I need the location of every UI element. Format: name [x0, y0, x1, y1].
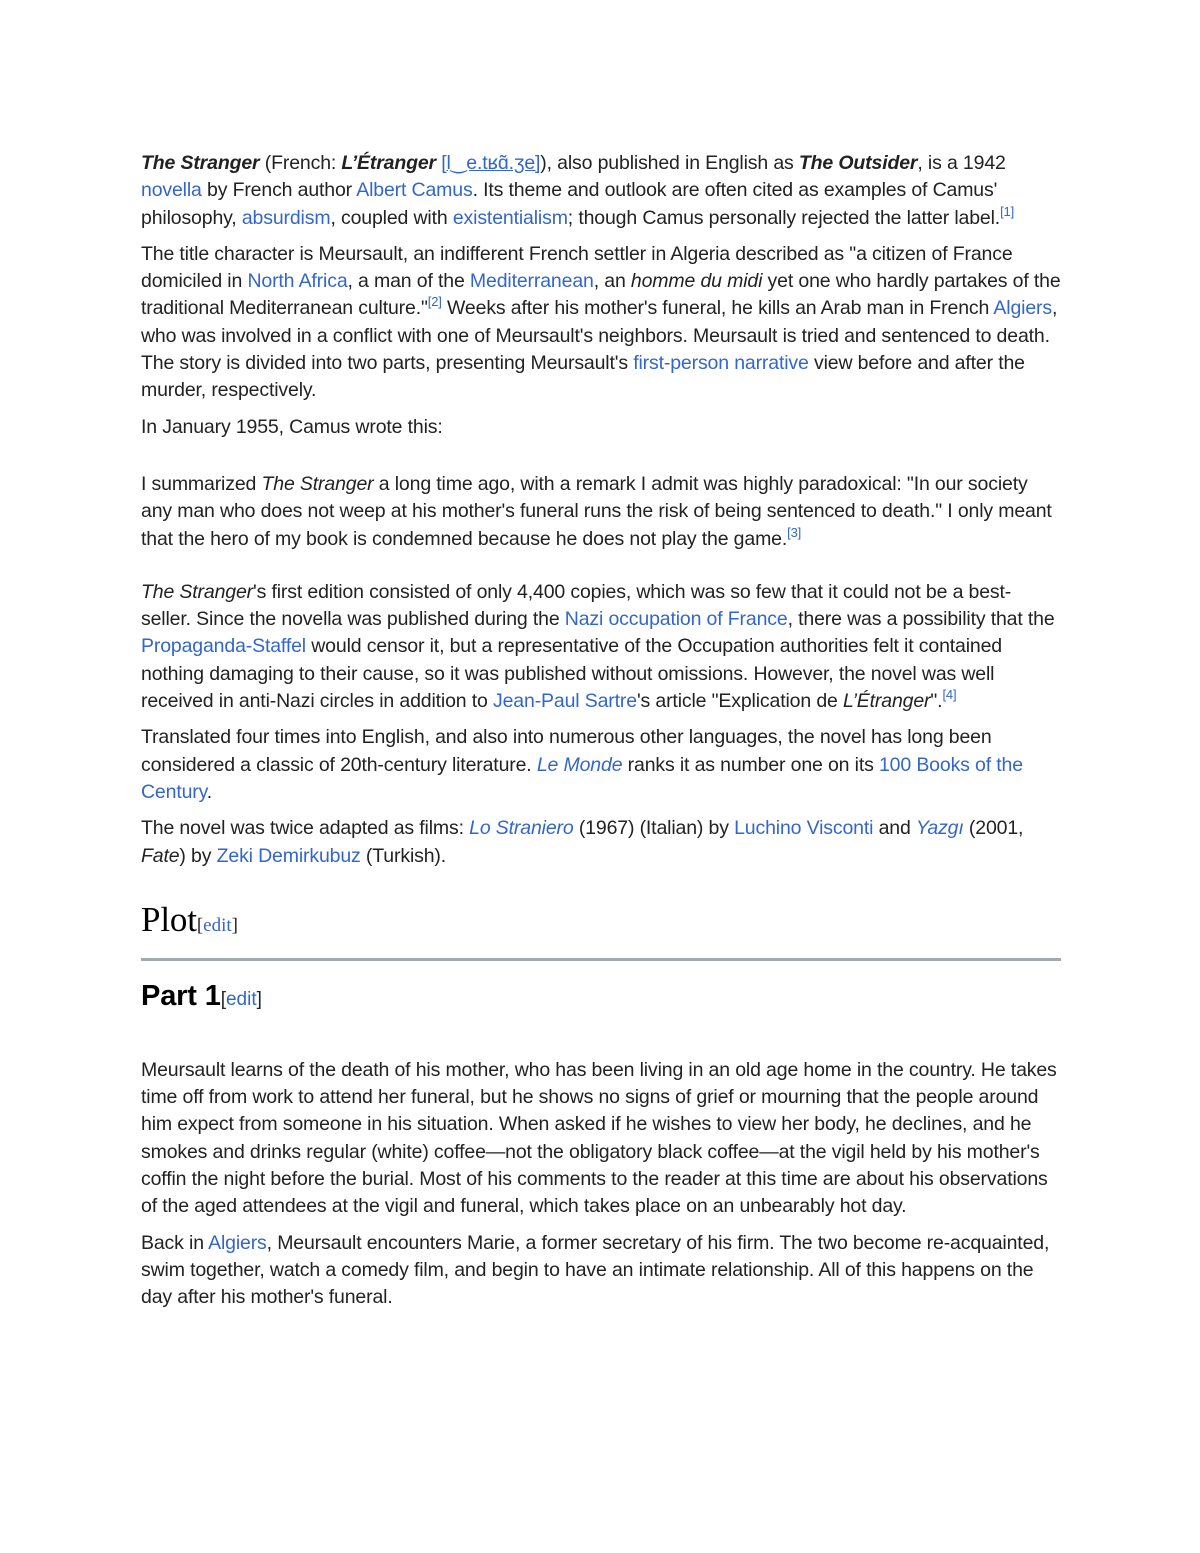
link-novella[interactable]: novella [141, 179, 202, 202]
italic-text: The Stranger [261, 472, 374, 495]
text-span: , coupled with [330, 206, 453, 229]
edit-link-plot[interactable]: edit [203, 914, 232, 936]
text-span: , is a 1942 [917, 152, 1006, 174]
text-span: , Meursault encounters Marie, a former secretary of his firm. The two become re-acquainted, swim together, watch a comedy film, and begin to have an intimate relationship. All of this happens on the day after his mother's funeral. [141, 1231, 1050, 1309]
text-span: ) by [179, 844, 217, 867]
text-span: , who was involved in a conflict with one of Meursault's neighbors. Meursault is tried and sentenced to death. The story is divided into two parts, presenting Meursault's [141, 297, 1058, 375]
edit-section-part1 [221, 989, 262, 1010]
text-span: , there was a possibility that the [787, 608, 1055, 631]
link-yazgi[interactable]: Yazgı [915, 817, 964, 840]
bracket: ] [256, 988, 262, 1010]
link-lo-straniero[interactable]: Lo Straniero [469, 817, 574, 840]
bracket: ] [231, 914, 238, 936]
films-paragraph [141, 815, 1061, 870]
bracket: [ [196, 914, 204, 936]
text-span: would censor it, but a representative of the Occupation authorities felt it contained nothing damaging to their cause, so it was published without omissions. However, the novel was well received in anti-Nazi circles in addition to [141, 635, 1002, 713]
text-span: , a man of the [347, 270, 470, 293]
text-span: a long time ago, with a remark I admit was highly paradoxical: "In our society any man who does not weep at his mother's funeral runs the risk of being sentenced to death." I only meant that the hero of my book is condemned because he does not play the game. [141, 472, 1052, 550]
text-span: yet one who hardly partakes of the traditional Mediterranean culture." [141, 270, 1061, 320]
intro-paragraph [141, 150, 1061, 232]
title-english: The Stranger [141, 152, 260, 174]
link-mediterranean[interactable]: Mediterranean [469, 270, 594, 293]
first-edition-paragraph [141, 579, 1061, 715]
link-algiers[interactable]: Algiers [993, 297, 1052, 320]
text-span: 's article "Explication de [636, 690, 843, 713]
meursault-paragraph [141, 241, 1061, 405]
text-span: by French author [201, 179, 357, 202]
italic-text: Fate [141, 844, 180, 867]
text-span: I summarized [141, 472, 262, 495]
text-span: and [873, 817, 916, 840]
text-span: 's first edition consisted of only 4,400 copies, which was so few that it could not be a best-seller. Since the novella was published during the [141, 580, 1012, 631]
text-span: , an [593, 270, 631, 293]
link-le-monde[interactable]: Le Monde [536, 753, 623, 776]
italic-text: L’Étranger [842, 690, 931, 713]
link-propaganda-staffel[interactable]: Propaganda-Staffel [141, 635, 306, 658]
link-zeki-demirkubuz[interactable]: Zeki Demirkubuz [216, 844, 361, 867]
part1-paragraph-1: Meursault learns of the death of his mother, who has been living in an old age home in the country. He takes time off from work to attend her funeral, but he shows no signs of grief or mourning that the people around him expect from someone in his situation. When asked if he wishes to view her body, he declines, and he smokes and drinks regular (white) coffee—not the obligatory black coffee—at the vigil held by his mother's coffin the night before the burial. Most of his comments to the reader at this time are about his observations of the aged attendees at the vigil and funeral, which takes place on an unbearably hot day. [141, 1058, 1057, 1218]
edit-link-part1[interactable]: edit [225, 988, 257, 1010]
link-north-africa[interactable]: North Africa [247, 270, 348, 293]
link-absurdism[interactable]: absurdism [241, 206, 331, 229]
link-nazi-occupation[interactable]: Nazi occupation of France [564, 608, 788, 631]
link-existentialism[interactable]: existentialism [452, 206, 568, 229]
part1-heading [141, 977, 1061, 1019]
text-span: ranks it as number one on its [622, 753, 879, 776]
title-outsider: The Outsider [798, 152, 918, 174]
link-100-books[interactable]: 100 Books of the Century [141, 753, 1023, 803]
text-span: (2001, [963, 817, 1024, 840]
italic-text: homme du midi [630, 270, 763, 293]
link-luchino-visconti[interactable]: Luchino Visconti [734, 817, 874, 840]
text-span: (Turkish). [360, 844, 447, 867]
reference-2[interactable]: [2] [427, 294, 442, 310]
reference-4[interactable]: [4] [942, 687, 957, 703]
text-span: The title character is Meursault, an indifferent French settler in Algeria described as "a citizen of France domiciled in [141, 242, 1013, 293]
text-span: Translated four times into English, and also into numerous other languages, the novel has long been considered a classic of 20th-century literature. [141, 726, 992, 776]
text-span: . Its theme and outlook are often cited as examples of Camus' philosophy, [141, 179, 998, 229]
text-span: ". [930, 690, 943, 713]
italic-text: The Stranger [141, 580, 254, 603]
text-span: ; though Camus personally rejected the latter label. [567, 206, 1001, 229]
text-span: (1967) (Italian) by [573, 817, 735, 840]
bracket: [ [220, 988, 226, 1010]
text-span: ), also published in English as [540, 152, 799, 174]
plot-heading-text: Plot [141, 899, 197, 939]
link-algiers-2[interactable]: Algiers [208, 1231, 267, 1254]
translations-paragraph [141, 724, 1061, 806]
link-first-person-narrative[interactable]: first-person narrative [633, 352, 809, 375]
part1-paragraph-2 [141, 1230, 1061, 1312]
ipa-link[interactable]: [l‿e.tʁɑ̃.ʒe] [441, 152, 541, 174]
reference-3[interactable]: [3] [787, 524, 802, 540]
reference-1[interactable]: [1] [1000, 203, 1015, 219]
plot-heading [141, 898, 1061, 961]
text-span: view before and after the murder, respectively. [141, 352, 1025, 402]
title-french: L’Étranger [341, 152, 436, 174]
edit-section-plot [197, 915, 238, 936]
text-span: Back in [141, 1231, 209, 1254]
camus-wrote-paragraph: In January 1955, Camus wrote this: [141, 415, 443, 438]
link-albert-camus[interactable]: Albert Camus [356, 179, 473, 202]
part1-heading-text: Part 1 [141, 979, 221, 1012]
link-jean-paul-sartre[interactable]: Jean-Paul Sartre [493, 690, 637, 713]
text-span: Weeks after his mother's funeral, he kills an Arab man in French [441, 297, 994, 320]
blockquote [141, 471, 1061, 553]
text-span: The novel was twice adapted as films: [141, 817, 470, 840]
text-span: (French: [259, 152, 342, 174]
text-span: . [206, 780, 213, 803]
article-body [141, 150, 1061, 1312]
